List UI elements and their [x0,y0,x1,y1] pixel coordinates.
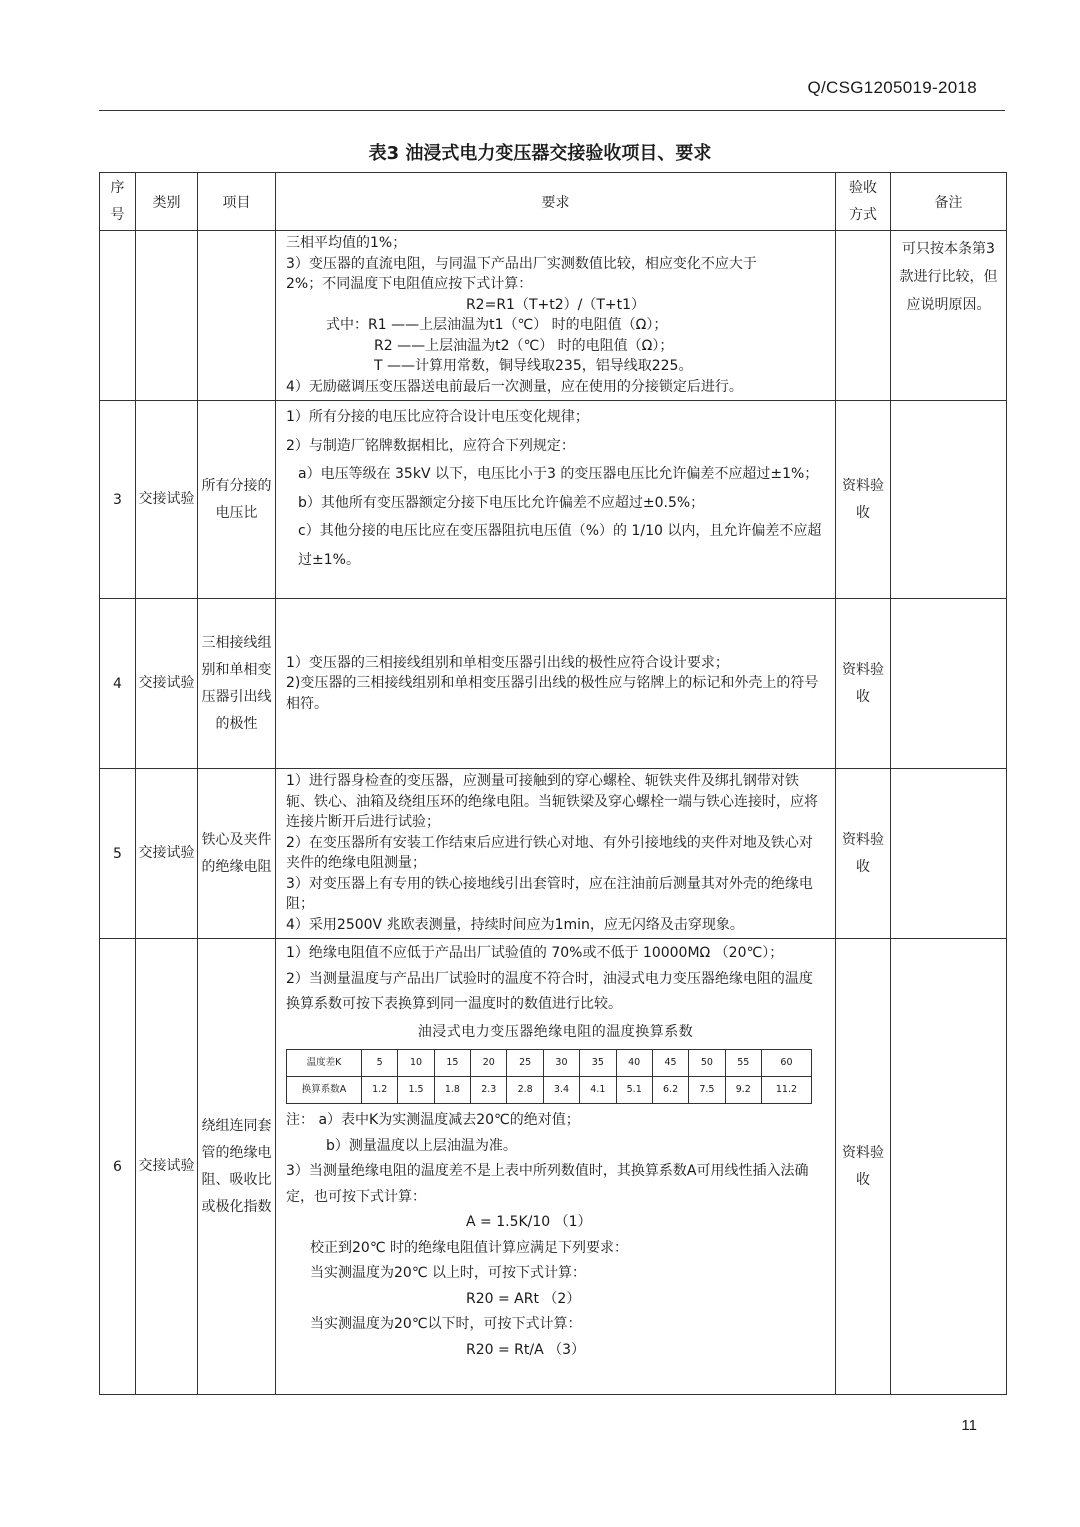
coef-table [286,1049,812,1104]
coef-k: 55 [725,1050,761,1077]
req-line: R2 ——上层油温为t2（℃） 时的电阻值（Ω）； [374,337,674,354]
cell-category: 交接试验 [136,401,198,599]
req-line: 式中：R1 ——上层油温为t1（℃） 时的电阻值（Ω）； [326,317,668,333]
table-row [100,401,1007,599]
req-line: 1）进行器身检查的变压器，应测量可接触到的穿心螺栓、轭铁夹件及绑扎钢带对铁轭、铁心、油箱及绕组压环的绝缘电阻。当轭铁梁及穿心螺栓一端与铁心连接时，应将连接片断开后进行试验； [286,773,818,830]
req-line: 2）在变压器所有安装工作结束后应进行铁心对地、有外引接地线的夹件对地及铁心对夹件的绝缘电阻测量； [286,834,813,871]
table-header-row [100,173,1007,231]
req-line: b）其他所有变压器额定分接下电压比允许偏差不应超过±0.5%； [298,494,705,511]
req-line: 1）绝缘电阻值不应低于产品出厂试验值的 70%或不低于 10000MΩ （20℃）； [286,945,784,961]
coef-a: 6.2 [652,1077,688,1104]
req-line: 4）采用2500V 兆欧表测量，持续时间应为1min，应无闪络及击穿现象。 [286,916,744,933]
req-line: 3）对变压器上有专用的铁心接地线引出套管时，应在注油前后测量其对外壳的绝缘电阻； [286,875,813,912]
formula-3: R20 = Rt/A （3） [466,1341,586,1358]
cell-method: 资料验收 [836,939,891,1395]
header-category: 类别 [136,173,198,231]
req-line: c）其他分接的电压比应在变压器阻抗电压值（%）的 1/10 以内，且允许偏差不应超过±1%。 [298,523,822,568]
cell-method [836,231,891,401]
table-row [100,599,1007,769]
cell-category: 交接试验 [136,769,198,939]
header-remark: 备注 [891,173,1007,231]
req-line: 当实测温度为20℃ 以上时，可按下式计算： [310,1265,586,1281]
req-line: 2）当测量温度与产品出厂试验时的温度不符合时，油浸式电力变压器绝缘电阻的温度换算系数可按下表换算到同一温度时的数值进行比较。 [286,970,813,1012]
cell-requirement [276,231,836,401]
cell-remark [891,401,1007,599]
coef-a: 2.3 [471,1077,507,1104]
coef-a: 11.2 [761,1077,811,1104]
coef-k: 50 [689,1050,725,1077]
note-line: 注： a）表中K为实测温度减去20℃的绝对值； [286,1112,580,1128]
cell-method: 资料验收 [836,401,891,599]
coef-k: 5 [362,1050,398,1077]
cell-method: 资料验收 [836,599,891,769]
req-line: 2)变压器的三相接线组别和单相变压器引出线的极性应与铭牌上的标记和外壳上的符号相符。 [286,675,819,712]
cell-no: 3 [100,401,136,599]
cell-remark: 可只按本条第3款进行比较，但应说明原因。 [891,231,1007,401]
coef-a: 1.5 [398,1077,434,1104]
coef-k: 45 [652,1050,688,1077]
req-line: 4）无励磁调压变压器送电前最后一次测量，应在使用的分接锁定后进行。 [286,378,743,395]
header-method: 验收方式 [836,173,891,231]
cell-requirement [276,599,836,769]
coef-k: 10 [398,1050,434,1077]
cell-requirement [276,401,836,599]
req-line: 1）所有分接的电压比应符合设计电压变化规律； [286,409,589,425]
req-line: 校正到20℃ 时的绝缘电阻值计算应满足下列要求： [310,1239,628,1256]
cell-category [136,231,198,401]
table-row-continued [100,231,1007,401]
req-line: 3）当测量绝缘电阻的温度差不是上表中所列数值时，其换算系数A可用线性插入法确定，也可按下式计算： [286,1163,809,1205]
cell-item: 所有分接的电压比 [198,401,276,599]
cell-remark [891,769,1007,939]
page-number: 11 [961,1417,977,1434]
coef-a: 5.1 [616,1077,652,1104]
coef-k: 35 [580,1050,616,1077]
cell-no: 5 [100,769,136,939]
formula-r2: R2=R1（T+t2）/（T+t1） [465,296,646,313]
req-line: 2）与制造厂铭牌数据相比，应符合下列规定： [286,437,575,454]
header-item: 项目 [198,173,276,231]
header-rule [99,110,1005,111]
table-row [100,769,1007,939]
req-line: 三相平均值的1%； [286,235,407,251]
cell-requirement [276,939,836,1395]
req-line: 2%；不同温度下电阻值应按下式计算： [286,276,533,292]
table-row [100,939,1007,1395]
coef-a: 2.8 [507,1077,543,1104]
req-line: 3）变压器的直流电阻，与同温下产品出厂实测数值比较，相应变化不应大于 [286,255,757,272]
acceptance-table [99,172,1007,1395]
cell-item: 三相接线组别和单相变压器引出线的极性 [198,599,276,769]
cell-item: 铁心及夹件的绝缘电阻 [198,769,276,939]
table-title: 表3 油浸式电力变压器交接验收项目、要求 [368,143,712,164]
req-line: T ——计算用常数，铜导线取235，铝导线取225。 [374,358,693,374]
cell-item [198,231,276,401]
coef-k: 60 [761,1050,811,1077]
formula-1: A = 1.5K/10 （1） [466,1214,592,1230]
coef-label-a: 换算系数A [287,1077,362,1104]
cell-category: 交接试验 [136,939,198,1395]
note-line: b）测量温度以上层油温为准。 [326,1137,517,1154]
cell-no: 4 [100,599,136,769]
cell-no: 6 [100,939,136,1395]
formula-2: R20 = ARt （2） [466,1290,581,1307]
cell-method: 资料验收 [836,769,891,939]
coef-k: 20 [471,1050,507,1077]
coef-row-k [287,1050,812,1077]
coef-k: 25 [507,1050,543,1077]
cell-remark [891,939,1007,1395]
req-line: 1）变压器的三相接线组别和单相变压器引出线的极性应符合设计要求； [286,654,729,671]
coef-k: 15 [434,1050,470,1077]
coef-a: 1.8 [434,1077,470,1104]
coef-a: 7.5 [689,1077,725,1104]
cell-remark [891,599,1007,769]
coef-a: 9.2 [725,1077,761,1104]
header-requirement: 要求 [276,173,836,231]
cell-no [100,231,136,401]
coef-k: 30 [543,1050,579,1077]
document-code: Q/CSG1205019-2018 [807,78,977,97]
cell-item: 绕组连同套管的绝缘电阻、吸收比或极化指数 [198,939,276,1395]
coef-a: 4.1 [580,1077,616,1104]
req-line: 当实测温度为20℃以下时，可按下式计算： [310,1316,582,1332]
req-line: a）电压等级在 35kV 以下，电压比小于3 的变压器电压比允许偏差不应超过±1%； [298,466,819,482]
coef-a: 1.2 [362,1077,398,1104]
coef-label-k: 温度差K [287,1050,362,1077]
cell-category: 交接试验 [136,599,198,769]
coef-a: 3.4 [543,1077,579,1104]
cell-requirement [276,769,836,939]
coef-row-a [287,1077,812,1104]
coef-k: 40 [616,1050,652,1077]
coef-table-caption: 油浸式电力变压器绝缘电阻的温度换算系数 [417,1023,694,1040]
header-no: 序号 [100,173,136,231]
